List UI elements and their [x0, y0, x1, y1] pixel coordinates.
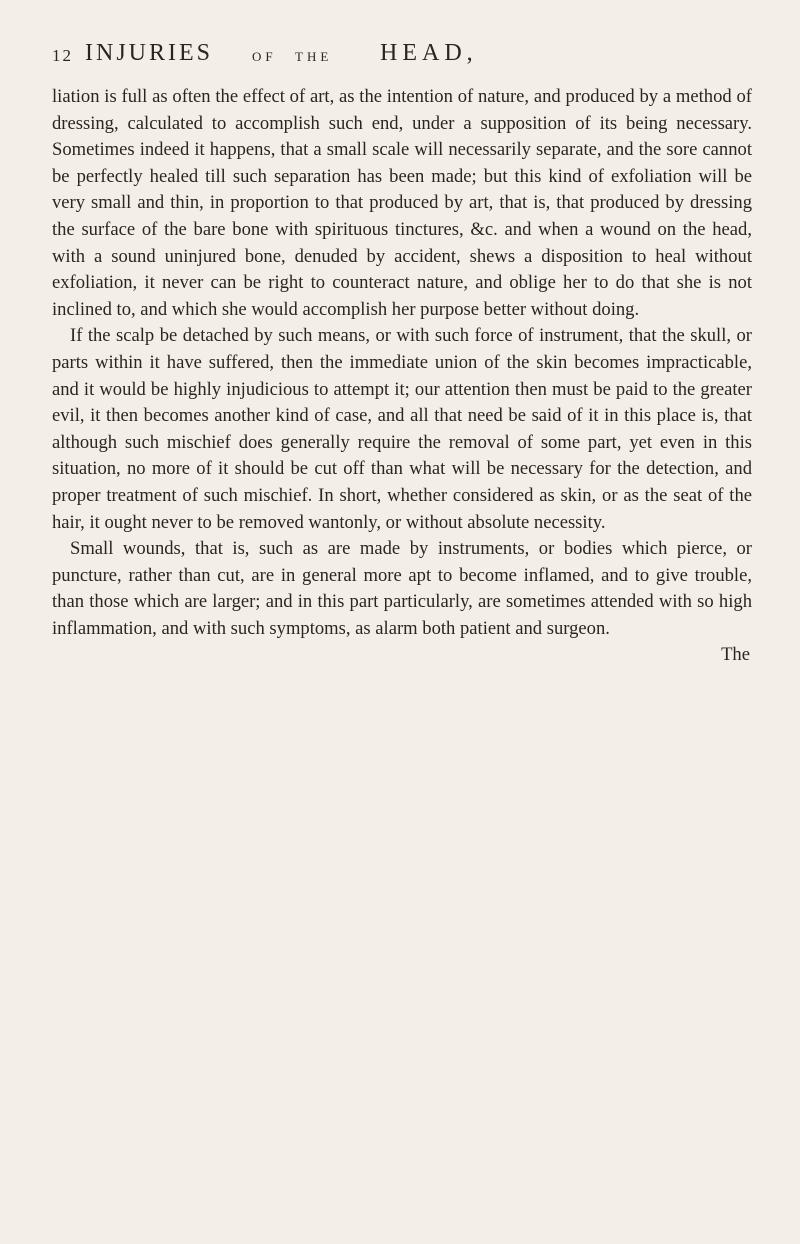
- running-head: [52, 40, 752, 80]
- paragraph-small-wounds: Small wounds, that is, such as are made by instruments, or bodies which pierce, or puncture, rather than cut, are in general more apt to become inflamed, and to give trouble, than those which are larger; and in this part particularly, are sometimes attended with so high inflammation, and with such symptoms, as alarm both patient and surgeon.: [52, 538, 752, 639]
- paragraph-continuation: liation is full as often the effect of art, as the intention of nature, and produced by a method of dressing, calculated to accomplish such end, under a supposition of its being necessary. Sometimes indeed it happens, that a small scale will necessarily separate, and the sore cannot be perfectly healed till such separation has been made; but this kind of exfoliation will be very small and thin, in proportion to that produced by art, that is, that produced by dressing the surface of the bare bone with spirituous tinctures, &c. and when a wound on the head, with a sound uninjured bone, denuded by accident, shews a disposition to heal without exfoliation, it never can be right to counteract nature, and oblige her to do that she is not inclined to, and which she would accomplish her purpose better without doing.: [52, 86, 752, 320]
- running-title-of: OF: [252, 49, 277, 64]
- book-page: [52, 40, 752, 669]
- catchword: The: [721, 644, 750, 666]
- running-title-the: THE: [295, 49, 333, 64]
- running-title-head: HEAD,: [380, 40, 478, 66]
- body-text: [52, 84, 752, 642]
- page-number: 12: [52, 46, 73, 65]
- paragraph-scalp-detached: If the scalp be detached by such means, or with such force of instrument, that the skull, or parts within it have suffered, then the immediate union of the skin becomes impracticable, and it would be highly injudicious to attempt it; our attention then must be paid to the greater evil, it then becomes another kind of case, and all that need be said of it in this place is, that although such mischief does generally require the removal of some part, yet even in this situation, no more of it should be cut off than what will be necessary for the detection, and proper treatment of such mischief. In short, whether considered as skin, or as the seat of the hair, it ought never to be removed wantonly, or without absolute necessity.: [52, 325, 752, 533]
- running-title-injuries: INJURIES: [85, 40, 214, 66]
